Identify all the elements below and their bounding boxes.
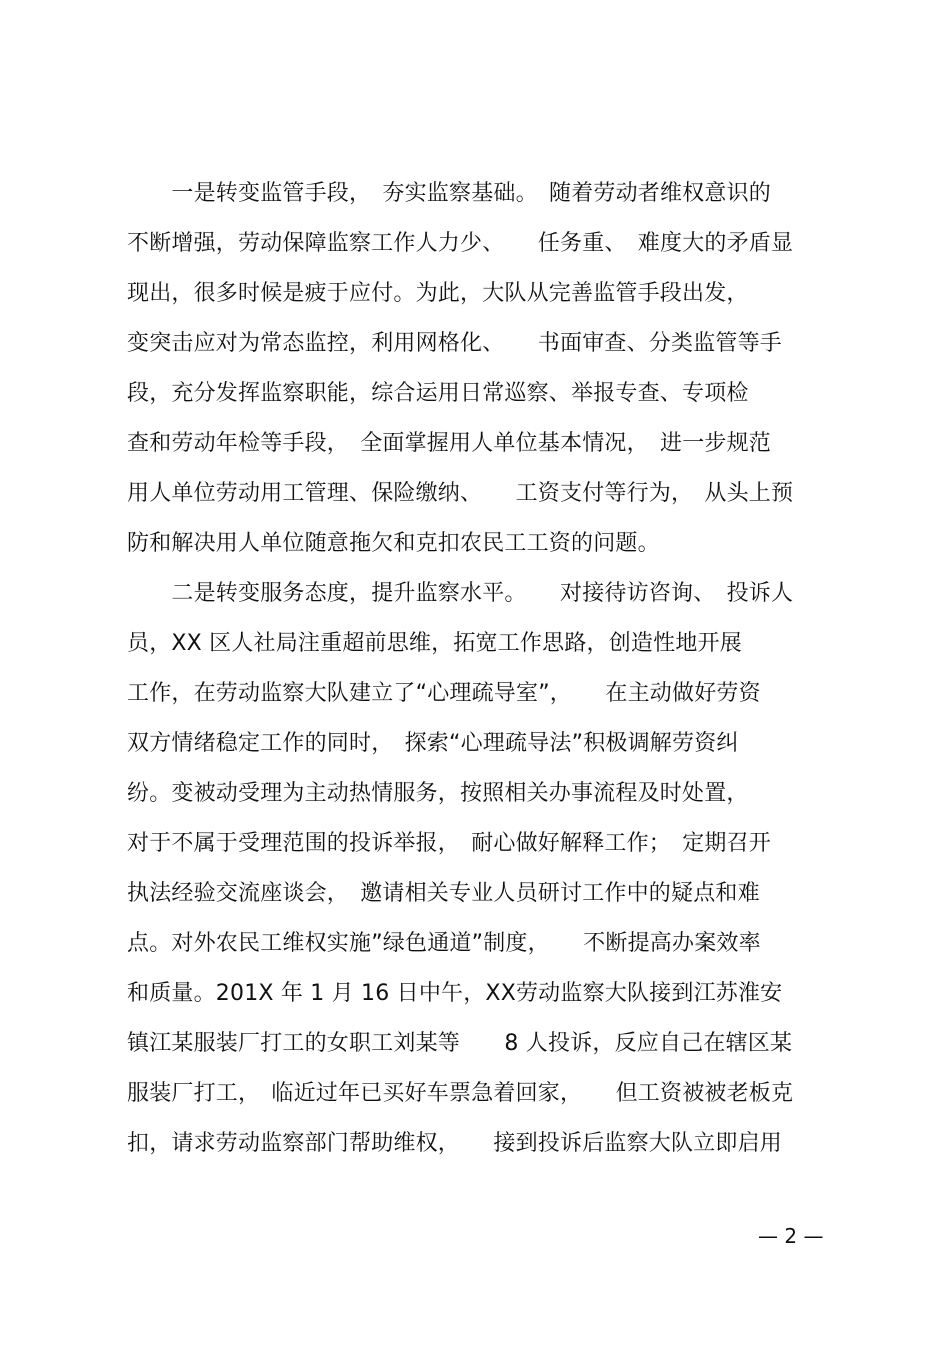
- text-line: 现出，很多时候是疲于应付。为此，大队从完善监管手段出发，: [127, 281, 749, 306]
- text-line: 一是转变监管手段， 夯实监察基础。 随着劳动者维权意识的: [127, 181, 772, 206]
- text-line: 执法经验交流座谈会， 邀请相关专业人员研讨工作中的疑点和难: [127, 881, 760, 906]
- text-line: 和质量。201X 年 1 月 16 日中午，XX劳动监察大队接到江苏淮安: [127, 981, 783, 1006]
- text-line: 员，XX 区人社局注重超前思维，拓宽工作思路，创造性地开展: [127, 631, 742, 656]
- text-line: 纷。变被动受理为主动热情服务，按照相关办事流程及时处置，: [127, 781, 749, 806]
- text-line: 查和劳动年检等手段， 全面掌握用人单位基本情况， 进一步规范: [127, 431, 772, 456]
- text-line: 变突击应对为常态监控，利用网格化、 书面审查、分类监管等手: [127, 331, 783, 356]
- text-line: 镇江某服装厂打工的女职工刘某等 8 人投诉，反应自己在辖区某: [127, 1031, 793, 1056]
- text-line: 服装厂打工， 临近过年已买好车票急着回家， 但工资被被老板克: [127, 1081, 794, 1106]
- text-line: 段，充分发挥监察职能，综合运用日常巡察、举报专查、专项检: [127, 381, 749, 406]
- text-line: 双方情绪稳定工作的同时， 探索“心理疏导法”积极调解劳资纠: [127, 731, 739, 756]
- text-line: 二是转变服务态度，提升监察水平。 对接待访咨询、 投诉人: [127, 581, 794, 606]
- text-line: 点。对外农民工维权实施”绿色通道”制度， 不断提高办案效率: [127, 931, 761, 956]
- text-line: 防和解决用人单位随意拖欠和克扣农民工工资的问题。: [127, 531, 660, 556]
- text-line: 对于不属于受理范围的投诉举报， 耐心做好解释工作； 定期召开: [127, 831, 772, 856]
- text-line: 不断增强，劳动保障监察工作人力少、 任务重、 难度大的矛盾显: [127, 231, 794, 256]
- text-line: 工作，在劳动监察大队建立了“心理疏导室”， 在主动做好劳资: [127, 681, 761, 706]
- page-number: — 2 —: [758, 1224, 824, 1248]
- text-line: 用人单位劳动用工管理、保险缴纳、 工资支付等行为， 从头上预: [127, 481, 794, 506]
- text-line: 扣，请求劳动监察部门帮助维权， 接到投诉后监察大队立即启用: [127, 1131, 783, 1156]
